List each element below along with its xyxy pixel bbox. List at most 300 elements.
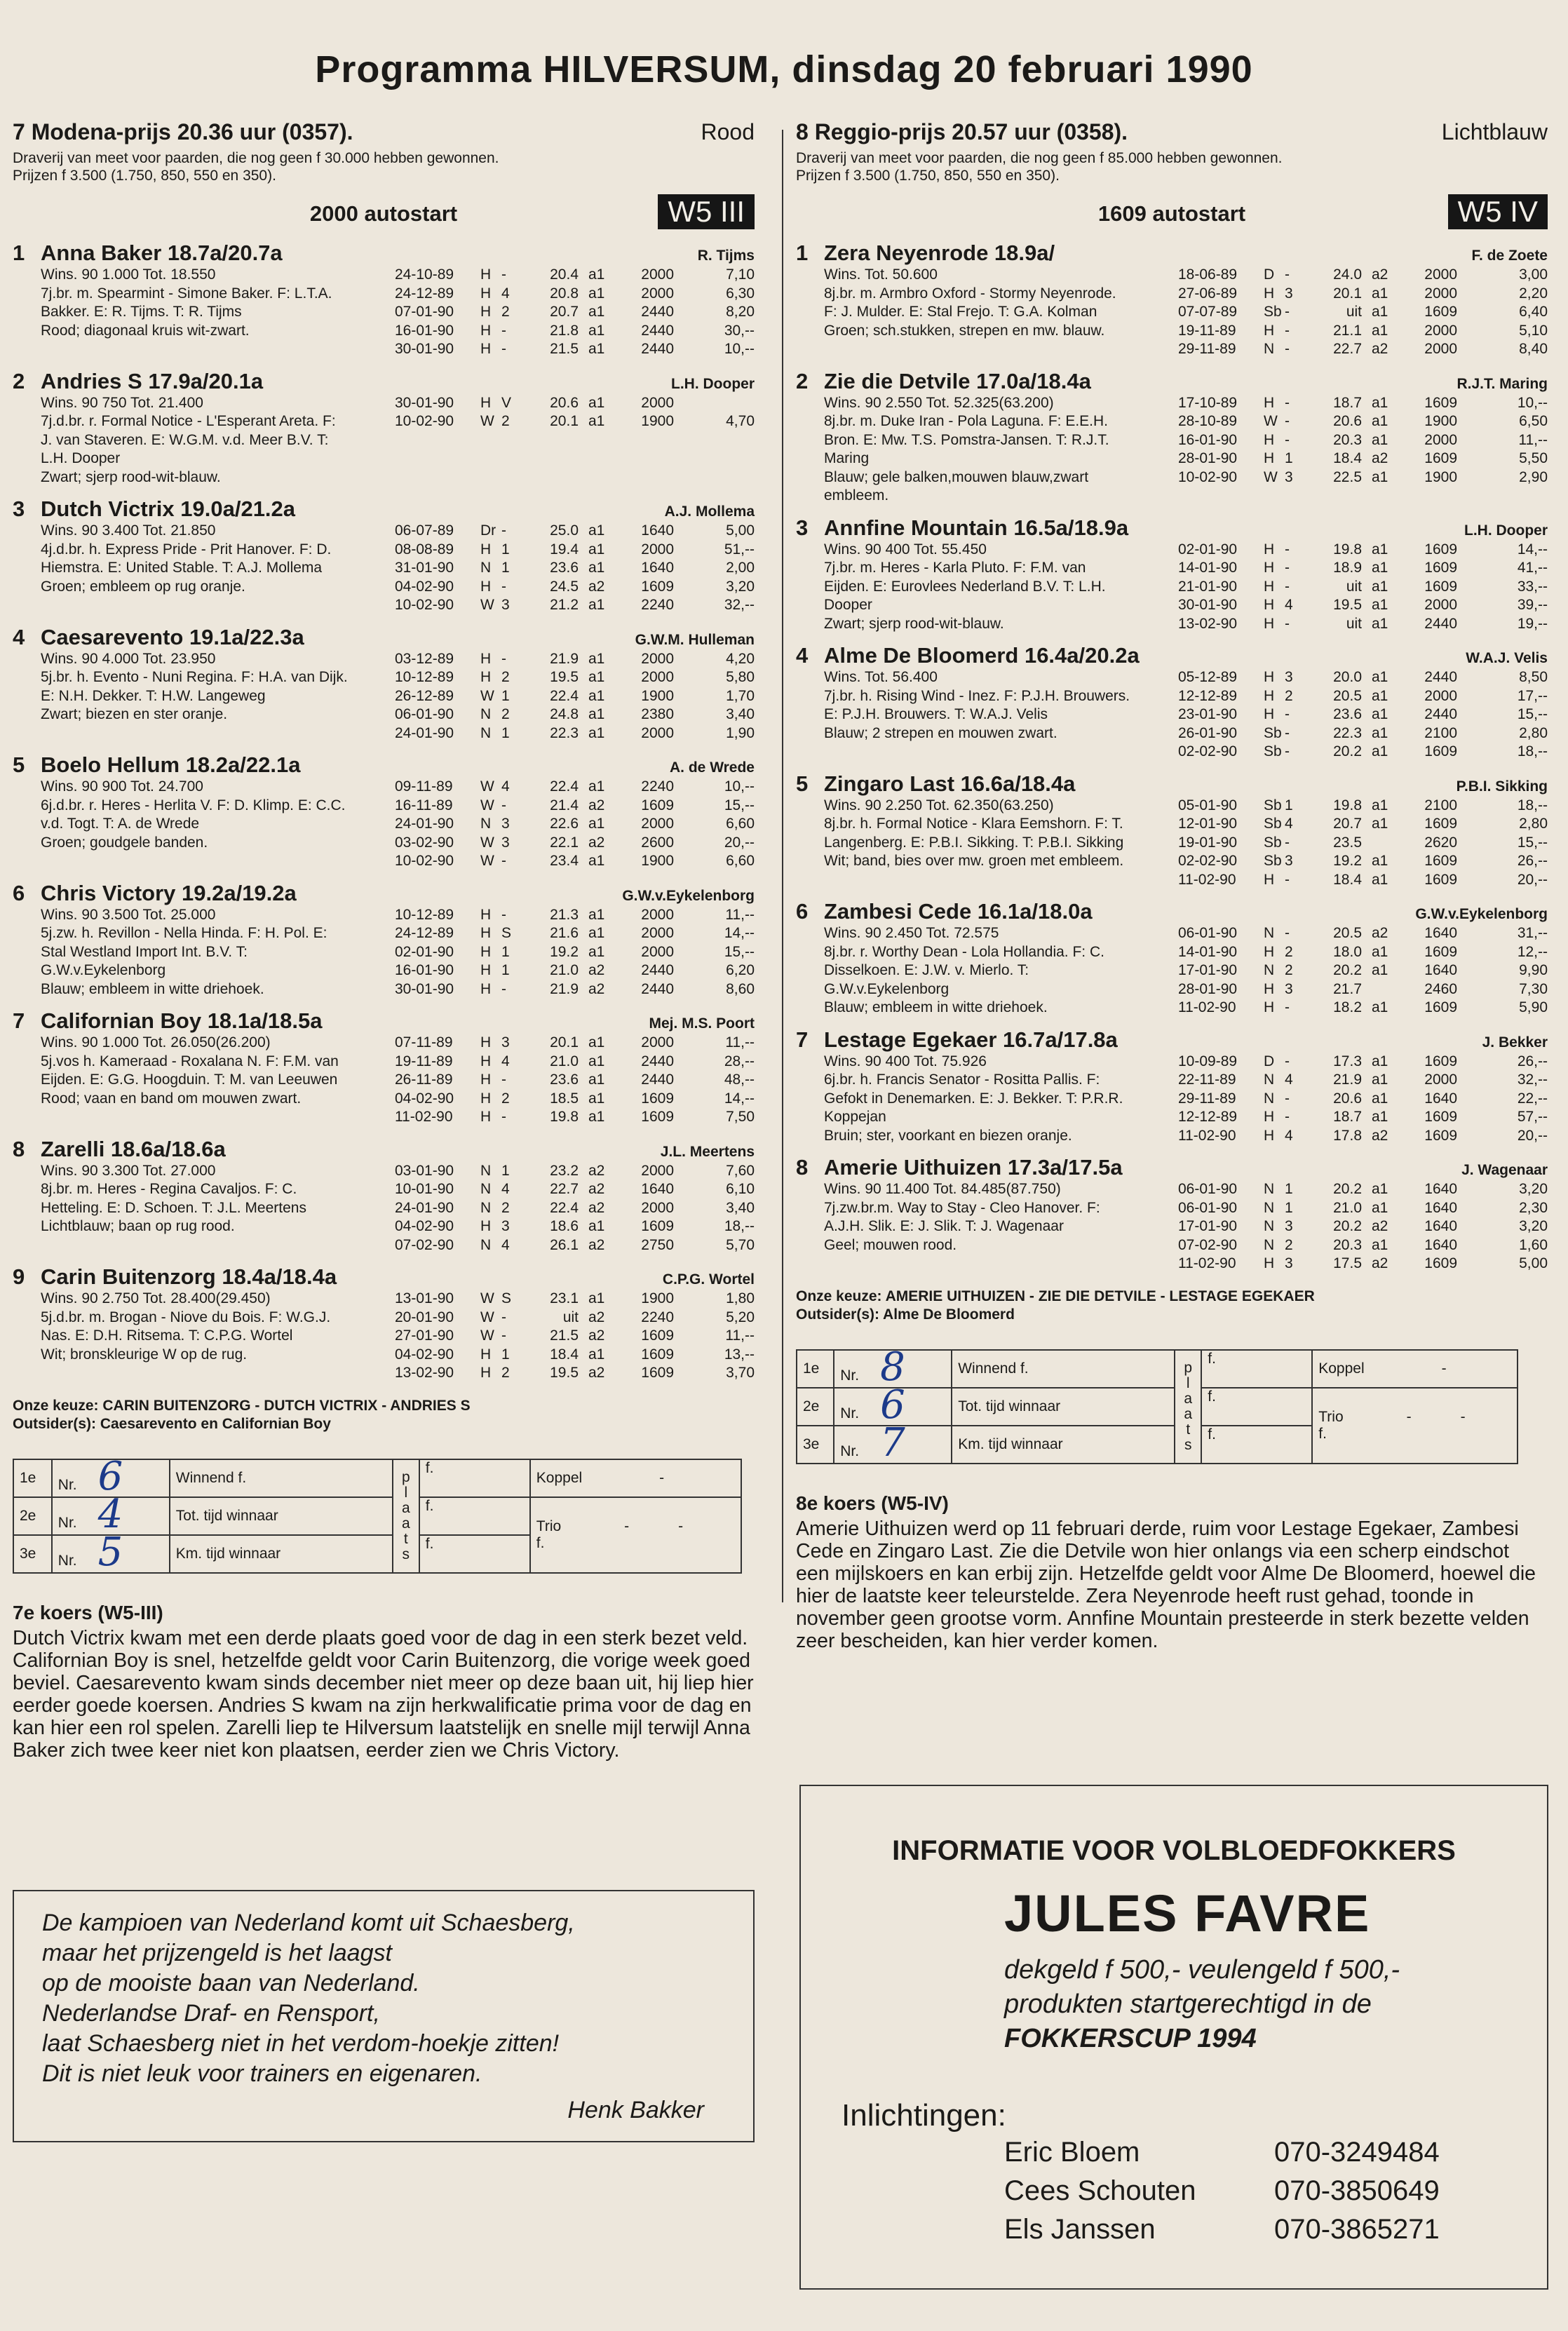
- performance-cell: 31,--: [1517, 925, 1548, 941]
- performance-cell: 1: [501, 1162, 510, 1179]
- performance-cell: 22.4: [550, 687, 579, 704]
- performance-cell: 19.2: [550, 943, 579, 960]
- entry-body: [796, 924, 1548, 1018]
- class-badge: W5 IV: [1448, 194, 1548, 229]
- driver-name: G.W.v.Eykelenborg: [1415, 906, 1548, 922]
- performance-cell: H: [480, 1365, 492, 1381]
- performance-cell: a1: [1372, 797, 1388, 813]
- performance-row: [1178, 303, 1548, 322]
- nr-label: Nr.: [840, 1405, 860, 1421]
- performance-cell: -: [1285, 724, 1290, 741]
- performance-cell: -: [501, 980, 506, 997]
- performance-cell: 20.6: [1333, 1090, 1362, 1107]
- performance-cell: 02-02-90: [1178, 853, 1238, 869]
- ad-fees: dekgeld f 500,- veulengeld f 500,-: [1004, 1955, 1400, 1985]
- start-type: 1609 autostart: [1097, 201, 1246, 226]
- performance-cell: 21.7: [1333, 980, 1362, 997]
- performance-cell: 1,70: [726, 687, 755, 704]
- contact-phone: 070-3850649: [1274, 2175, 1440, 2206]
- performance-cell: a1: [1372, 871, 1388, 888]
- conditions-text: Draverij van meet voor paarden, die nog geen f 85.000 hebben gewonnen.: [796, 150, 1283, 166]
- performance-cell: a1: [588, 687, 605, 704]
- performance-cell: a2: [588, 578, 605, 595]
- performance-cell: H: [480, 394, 492, 411]
- horse-entry: [13, 881, 755, 999]
- performance-row: [395, 778, 755, 797]
- past-performances: [1178, 797, 1548, 890]
- performance-cell: H: [480, 341, 492, 357]
- performance-cell: 18.9: [1333, 560, 1362, 576]
- performance-cell: W: [1264, 468, 1278, 485]
- performance-cell: 20.8: [550, 285, 579, 302]
- performance-row: [1178, 1108, 1548, 1127]
- performance-cell: S: [501, 1290, 512, 1306]
- horse-info: Wins. 90 3.400 Tot. 21.850 4j.d.br. h. Express Pride - Prit Hanover. F: D. Hiemstra. E: United Stable. T: A.J. Mollema Groen; embleem op rug oranje.: [41, 522, 332, 595]
- performance-cell: 21.5: [550, 341, 579, 357]
- performance-cell: 14,--: [724, 925, 755, 941]
- performance-cell: 1: [1285, 1181, 1293, 1197]
- entry-header: [796, 771, 1548, 797]
- result-label: Winnend f.: [170, 1459, 393, 1497]
- performance-row: [395, 412, 755, 431]
- performance-cell: 05-01-90: [1178, 797, 1238, 813]
- performance-cell: a2: [1372, 1127, 1388, 1144]
- performance-cell: H: [480, 266, 492, 283]
- performance-cell: H: [1264, 669, 1275, 685]
- performance-cell: 6,60: [726, 816, 755, 832]
- performance-cell: 18.4: [1333, 871, 1362, 888]
- performance-cell: 2: [501, 304, 510, 320]
- performance-cell: 2460: [1424, 980, 1457, 997]
- horse-name: Anna Baker 18.7a/20.7a: [41, 241, 283, 265]
- performance-cell: 17-10-89: [1178, 394, 1238, 411]
- entry-body: [796, 797, 1548, 890]
- review-title: 8e koers (W5-IV): [796, 1492, 949, 1514]
- performance-cell: a1: [1372, 1090, 1388, 1107]
- performance-cell: 5,20: [726, 1309, 755, 1325]
- performance-row: [395, 924, 755, 943]
- performance-cell: 24.0: [1333, 266, 1362, 283]
- performance-cell: a1: [588, 1290, 605, 1306]
- race-header: [13, 119, 755, 145]
- driver-name: J.L. Meertens: [660, 1143, 755, 1160]
- performance-cell: 1609: [641, 578, 674, 595]
- performance-cell: uit: [562, 1309, 579, 1325]
- performance-cell: 2: [501, 413, 510, 429]
- performance-cell: W: [480, 797, 494, 813]
- performance-cell: a1: [1372, 1109, 1388, 1125]
- nr-label: Nr.: [58, 1552, 77, 1569]
- performance-row: [395, 1090, 755, 1109]
- performance-cell: 1: [501, 943, 510, 960]
- performance-row: [395, 852, 755, 871]
- performance-cell: H: [480, 322, 492, 339]
- past-performances: [1178, 668, 1548, 762]
- performance-cell: H: [1264, 578, 1275, 595]
- performance-cell: 19.8: [1333, 797, 1362, 813]
- performance-cell: 22.5: [1333, 468, 1362, 485]
- horse-name: Lestage Egekaer 16.7a/17.8a: [824, 1027, 1118, 1052]
- performance-cell: 2000: [1424, 322, 1457, 339]
- horse-name: Boelo Hellum 18.2a/22.1a: [41, 752, 301, 777]
- performance-row: [1178, 431, 1548, 450]
- performance-cell: 20.4: [550, 266, 579, 283]
- past-performances: [1178, 924, 1548, 1018]
- race-name: 8 Reggio-prijs 20.57 uur (0358).: [796, 119, 1128, 144]
- performance-cell: 2: [1285, 687, 1293, 704]
- performance-cell: 2: [501, 1365, 510, 1381]
- entry-header: [796, 369, 1548, 394]
- performance-row: [1178, 743, 1548, 762]
- entry-header: [796, 241, 1548, 266]
- entry-header: [796, 515, 1548, 541]
- performance-cell: 04-02-90: [395, 578, 454, 595]
- performance-cell: 15,--: [724, 943, 755, 960]
- performance-cell: H: [1264, 394, 1275, 411]
- performance-cell: 3,70: [726, 1365, 755, 1381]
- performance-cell: 4: [501, 1236, 510, 1253]
- performance-cell: 1609: [641, 1218, 674, 1234]
- past-performances: [395, 1162, 755, 1255]
- performance-row: [1178, 852, 1548, 871]
- performance-cell: 1609: [1424, 1255, 1457, 1271]
- performance-cell: a1: [588, 853, 605, 869]
- performance-cell: 7,10: [726, 266, 755, 283]
- performance-cell: 05-12-89: [1178, 669, 1238, 685]
- performance-cell: D: [1264, 1053, 1275, 1069]
- performance-cell: a1: [588, 816, 605, 832]
- contact-phone: 070-3249484: [1274, 2137, 1440, 2168]
- driver-name: R. Tijms: [697, 248, 755, 264]
- performance-row: [395, 1346, 755, 1365]
- horse-info: Wins. 90 3.300 Tot. 27.000 8j.br. m. Heres - Regina Cavaljos. F: C. Hetteling. E: D. Schoen. T: J.L. Meertens Lichtblauw; baan op rug rood.: [41, 1162, 306, 1234]
- trio-text: Trio: [1318, 1408, 1344, 1425]
- ad-products: produkten startgerechtigd in de: [1004, 1989, 1372, 2019]
- entry-number: 8: [796, 1155, 809, 1180]
- performance-cell: a1: [588, 650, 605, 667]
- performance-cell: 12-12-89: [1178, 687, 1238, 704]
- performance-cell: 22.3: [550, 724, 579, 741]
- horse-info: Wins. 90 4.000 Tot. 23.950 5j.br. h. Evento - Nuni Regina. F: H.A. van Dijk. E: N.H. Dekker. T: H.W. Langeweg Zwart; biezen en ster oranje.: [41, 650, 348, 722]
- performance-cell: 30-01-90: [395, 341, 454, 357]
- performance-cell: 24-01-90: [395, 724, 454, 741]
- horse-name: Zera Neyenrode 18.9a/: [824, 241, 1055, 265]
- performance-cell: 2240: [641, 778, 674, 795]
- entry-header: [13, 881, 755, 906]
- performance-cell: H: [1264, 943, 1275, 960]
- performance-cell: 07-02-90: [395, 1236, 454, 1253]
- performance-cell: 4: [1285, 1072, 1293, 1088]
- performance-cell: 20,--: [724, 834, 755, 851]
- performance-row: [395, 1071, 755, 1090]
- performance-cell: 5,80: [726, 669, 755, 685]
- performance-cell: 20.1: [550, 413, 579, 429]
- performance-cell: 06-01-90: [1178, 1199, 1238, 1216]
- performance-cell: D: [1264, 266, 1275, 283]
- performance-cell: 22.1: [550, 834, 579, 851]
- performance-cell: H: [1264, 706, 1275, 722]
- performance-cell: N: [480, 560, 492, 576]
- performance-cell: 18.6: [550, 1218, 579, 1234]
- performance-cell: H: [1264, 871, 1275, 888]
- nr-label: Nr.: [840, 1442, 860, 1459]
- performance-cell: 24-01-90: [395, 1199, 454, 1216]
- performance-cell: H: [1264, 687, 1275, 704]
- performance-cell: 2000: [641, 285, 674, 302]
- performance-cell: 07-01-90: [395, 304, 454, 320]
- entry-body: [13, 394, 755, 487]
- performance-cell: 1609: [1424, 578, 1457, 595]
- performance-cell: -: [1285, 431, 1290, 448]
- horse-info: Wins. 90 2.750 Tot. 28.400(29.450) 5j.d.br. m. Brogan - Niove du Bois. F: W.G.J. Nas. E: D.H. Ritsema. T: C.P.G. Wortel Wit; bronskleurige W op de rug.: [41, 1290, 331, 1363]
- performance-row: [1178, 943, 1548, 962]
- handwritten-number: 6: [97, 1453, 123, 1499]
- horse-info: Wins. 90 1.000 Tot. 26.050(26.200) 5j.vos h. Kameraad - Roxalana N. F: F.M. van Eijden. E: G.G. Hoogduin. T: M. van Leeuwen Rood; vaan en band om mouwen zwart.: [41, 1034, 339, 1107]
- performance-cell: a1: [588, 1346, 605, 1363]
- performance-cell: -: [501, 1109, 506, 1125]
- performance-cell: 20.2: [1333, 743, 1362, 759]
- koppel-label: Koppel: [1318, 1360, 1365, 1377]
- performance-cell: 32,--: [724, 597, 755, 613]
- performance-cell: 1640: [1424, 962, 1457, 978]
- performance-cell: H: [480, 925, 492, 941]
- performance-cell: 28-10-89: [1178, 413, 1238, 429]
- horse-name: Alme De Bloomerd 16.4a/20.2a: [824, 643, 1140, 668]
- performance-cell: 18.2: [1333, 999, 1362, 1015]
- horse-info: Wins. 90 900 Tot. 24.700 6j.d.br. r. Heres - Herlita V. F: D. Klimp. E: C.C. v.d. Togt. T: A. de Wrede Groen; goudgele banden.: [41, 778, 346, 851]
- performance-cell: a1: [1372, 322, 1388, 339]
- performance-cell: 23.4: [550, 853, 579, 869]
- performance-cell: -: [1285, 341, 1290, 357]
- performance-cell: [1362, 834, 1412, 853]
- performance-cell: H: [480, 943, 492, 960]
- entry-number: 5: [13, 752, 25, 777]
- performance-cell: a2: [588, 1309, 605, 1325]
- performance-cell: 07-02-90: [1178, 1236, 1238, 1253]
- performance-cell: H: [480, 980, 492, 997]
- performance-cell: Sb: [1264, 724, 1282, 741]
- horse-name: Andries S 17.9a/20.1a: [41, 368, 264, 393]
- performance-cell: a2: [588, 1181, 605, 1197]
- performance-cell: H: [1264, 980, 1275, 997]
- performance-cell: 2440: [1424, 615, 1457, 632]
- entry-number: 2: [13, 368, 25, 393]
- driver-name: C.P.G. Wortel: [662, 1271, 755, 1288]
- performance-cell: H: [1264, 615, 1275, 632]
- horse-entry: [13, 1264, 755, 1383]
- horse-name: Zambesi Cede 16.1a/18.0a: [824, 899, 1093, 924]
- performance-row: [1178, 797, 1548, 816]
- performance-row: [395, 1053, 755, 1072]
- performance-cell: 4: [501, 285, 510, 302]
- performance-cell: 1609: [1424, 394, 1457, 411]
- performance-row: [395, 394, 755, 413]
- quote-line: op de mooiste baan van Nederland.: [42, 1970, 420, 1996]
- performance-cell: 4,70: [726, 413, 755, 429]
- performance-cell: -: [501, 322, 506, 339]
- performance-cell: H: [480, 578, 492, 595]
- performance-cell: N: [480, 1199, 492, 1216]
- performance-cell: 1609: [641, 1327, 674, 1344]
- performance-cell: 1609: [1424, 999, 1457, 1015]
- performance-cell: 24-12-89: [395, 925, 454, 941]
- koppel-dash: -: [659, 1469, 665, 1486]
- performance-cell: Sb: [1264, 816, 1282, 832]
- performance-cell: 1900: [641, 687, 674, 704]
- performance-cell: 1640: [1424, 1218, 1457, 1234]
- performance-cell: 19-01-90: [1178, 834, 1238, 851]
- performance-cell: 17.3: [1333, 1053, 1362, 1069]
- entry-number: 5: [796, 771, 809, 796]
- performance-cell: 1900: [1424, 413, 1457, 429]
- performance-row: [1178, 1255, 1548, 1273]
- performance-cell: 10,--: [724, 341, 755, 357]
- performance-cell: 23.6: [550, 560, 579, 576]
- performance-row: [395, 650, 755, 669]
- performance-cell: 4: [1285, 597, 1293, 613]
- performance-cell: 3: [1285, 468, 1293, 485]
- performance-cell: N: [1264, 1218, 1275, 1234]
- horse-info: Wins. 90 1.000 Tot. 18.550 7j.br. m. Spearmint - Simone Baker. F: L.T.A. Bakker. E: R. Tijms. T: R. Tijms Rood; diagonaal kruis wit-zwart.: [41, 266, 332, 339]
- performance-cell: 20.1: [1333, 285, 1362, 302]
- performance-cell: H: [1264, 597, 1275, 613]
- performance-cell: 03-01-90: [395, 1162, 454, 1179]
- horse-entry: [796, 515, 1548, 634]
- past-performances: [1178, 541, 1548, 634]
- plaats-f: f.: [1201, 1426, 1312, 1464]
- performance-cell: a1: [1372, 560, 1388, 576]
- entry-header: [13, 369, 755, 394]
- past-performances: [395, 1290, 755, 1383]
- race-conditions: [796, 149, 1548, 184]
- trio-label: [536, 1518, 735, 1535]
- performance-cell: 2000: [641, 943, 674, 960]
- horse-entry: [796, 643, 1548, 762]
- performance-row: [1178, 596, 1548, 615]
- past-performances: [1178, 394, 1548, 506]
- performance-cell: 12-01-90: [1178, 816, 1238, 832]
- performance-cell: 6,60: [726, 853, 755, 869]
- performance-cell: 2620: [1424, 834, 1457, 851]
- performance-cell: a1: [588, 413, 605, 429]
- entry-header: [13, 496, 755, 522]
- performance-cell: 04-02-90: [395, 1090, 454, 1107]
- performance-cell: 2000: [641, 669, 674, 685]
- performance-cell: 3: [501, 834, 510, 851]
- performance-cell: -: [501, 1072, 506, 1088]
- performance-row: [395, 596, 755, 615]
- performance-cell: 18,--: [1517, 797, 1548, 813]
- performance-cell: 2440: [1424, 706, 1457, 722]
- performance-cell: 1900: [1424, 468, 1457, 485]
- performance-cell: 11-02-90: [1178, 999, 1236, 1015]
- performance-cell: H: [480, 962, 492, 978]
- entry-header: [796, 1027, 1548, 1053]
- performance-cell: -: [1285, 999, 1290, 1015]
- performance-cell: 2440: [641, 304, 674, 320]
- past-performances: [395, 522, 755, 615]
- performance-cell: 1,60: [1519, 1236, 1548, 1253]
- entry-number: 7: [13, 1008, 25, 1033]
- horse-name: Caesarevento 19.1a/22.3a: [41, 624, 304, 649]
- handwritten-number: 6: [880, 1381, 905, 1428]
- entry-number: 6: [13, 880, 25, 905]
- performance-cell: 1640: [1424, 1236, 1457, 1253]
- performance-cell: -: [501, 578, 506, 595]
- entry-header: [796, 899, 1548, 924]
- horse-entry: [13, 752, 755, 871]
- performance-cell: 1: [501, 560, 510, 576]
- performance-cell: 2000: [1424, 341, 1457, 357]
- performance-cell: H: [1264, 322, 1275, 339]
- performance-cell: 2000: [641, 1162, 674, 1179]
- performance-cell: W: [480, 687, 494, 704]
- performance-cell: -: [501, 797, 506, 813]
- nr-label: Nr.: [58, 1514, 77, 1531]
- performance-cell: 1640: [1424, 925, 1457, 941]
- performance-cell: 4,20: [726, 650, 755, 667]
- performance-cell: 57,--: [1517, 1109, 1548, 1125]
- start-row: [13, 194, 755, 231]
- plaats-f: f.: [419, 1535, 530, 1573]
- entry-number: 3: [13, 496, 25, 521]
- performance-cell: H: [1264, 560, 1275, 576]
- performance-cell: 2000: [641, 266, 674, 283]
- performance-cell: 30-01-90: [395, 980, 454, 997]
- plaats-f: f.: [419, 1459, 530, 1497]
- koppel-label: Koppel: [536, 1469, 583, 1486]
- performance-cell: N: [480, 1181, 492, 1197]
- performance-row: [1178, 999, 1548, 1018]
- horse-entry: [13, 496, 755, 615]
- performance-cell: W: [480, 853, 494, 869]
- performance-cell: 7,30: [1519, 980, 1548, 997]
- performance-cell: 5,70: [726, 1236, 755, 1253]
- performance-cell: N: [480, 706, 492, 722]
- performance-row: [1178, 266, 1548, 285]
- performance-cell: -: [1285, 871, 1290, 888]
- performance-cell: -: [501, 650, 506, 667]
- performance-cell: 19-11-89: [395, 1053, 453, 1069]
- performance-cell: -: [1285, 541, 1290, 558]
- performance-cell: H: [1264, 1255, 1275, 1271]
- performance-cell: a1: [588, 394, 605, 411]
- performance-cell: 24-01-90: [395, 816, 454, 832]
- performance-cell: a1: [1372, 816, 1388, 832]
- performance-cell: 20-01-90: [395, 1309, 454, 1325]
- outsiders: Outsider(s): Alme De Bloomerd: [796, 1306, 1015, 1323]
- performance-cell: a1: [588, 1218, 605, 1234]
- place-label: 2e: [13, 1497, 52, 1535]
- performance-cell: 2000: [641, 650, 674, 667]
- performance-cell: 20.3: [1333, 1236, 1362, 1253]
- performance-cell: 17-01-90: [1178, 962, 1238, 978]
- performance-cell: 1: [1285, 797, 1293, 813]
- performance-cell: 1900: [641, 853, 674, 869]
- performance-cell: 02-01-90: [1178, 541, 1238, 558]
- trio-dash: -: [1460, 1408, 1466, 1425]
- performance-cell: -: [501, 906, 506, 923]
- class-badge: W5 III: [658, 194, 755, 229]
- performance-row: [1178, 285, 1548, 304]
- performance-cell: N: [480, 816, 492, 832]
- entry-number: 2: [796, 368, 809, 393]
- entry-body: [13, 650, 755, 743]
- performance-cell: 21.3: [550, 906, 579, 923]
- performance-cell: a1: [1372, 943, 1388, 960]
- performance-row: [395, 815, 755, 834]
- performance-row: [1178, 924, 1548, 943]
